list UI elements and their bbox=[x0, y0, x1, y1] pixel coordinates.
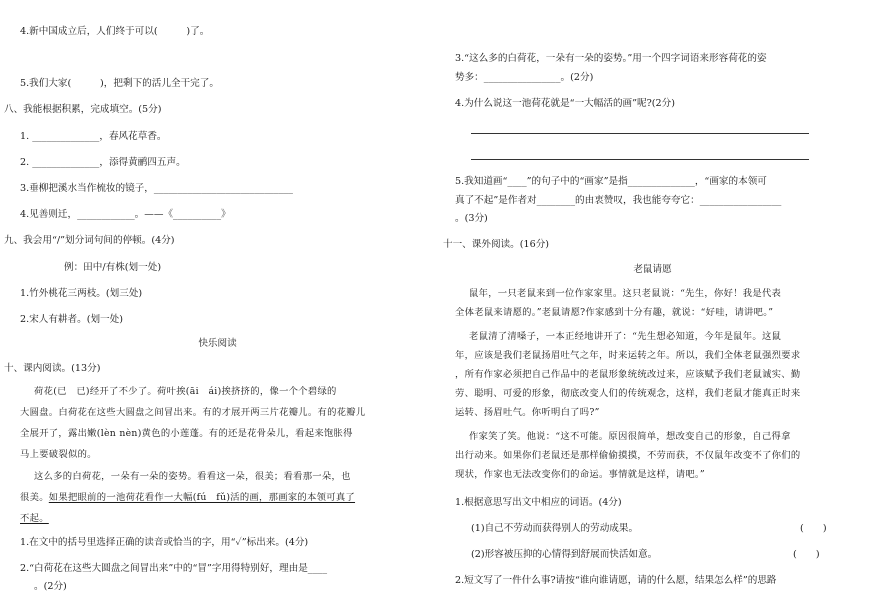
story-line: 老鼠清了清嗓子，一本正经地讲开了：“先生想必知道，今年是鼠年。这鼠 bbox=[469, 331, 782, 342]
q8-item-3: 3.垂柳把溪水当作梳妆的镜子，_____________________________ bbox=[20, 183, 293, 194]
q10-item-5: 5.我知道画“____”的句子中的“画家”是指______________，“画家的本领可 bbox=[455, 176, 767, 187]
answer-parenthesis: ( ) bbox=[800, 523, 827, 534]
q11-item-2: 2.短文写了一件什么事?请按“谁向谁请愿，请的什么愿，结果怎么样”的思路 bbox=[455, 575, 777, 586]
q10-item-1: 1.在文中的括号里选择正确的读音或恰当的字，用“✓”标出来。(4分) bbox=[20, 537, 309, 548]
story-title: 老鼠请愿 bbox=[633, 264, 672, 275]
q8-heading: 八、我能根据积累，完成填空。(5分) bbox=[4, 104, 162, 115]
q10-item-3: 3.“这么多的白荷花，一朵有一朵的姿势。”用一个四字词语来形容荷花的姿 bbox=[455, 53, 767, 64]
story-line: 鼠年，一只老鼠来到一位作家家里。这只老鼠说：“先生，你好！我是代表 bbox=[469, 288, 782, 299]
q11-item-1-sub-1: (1)自己不劳动而获得别人的劳动成果。 bbox=[471, 523, 639, 534]
story-line: 劳、聪明、可爱的形象，彻底改变人们的传统观念，这样，我们老鼠才能真正时来 bbox=[455, 388, 801, 399]
story-line: 运转、扬眉吐气。你听明白了吗?” bbox=[455, 407, 600, 418]
q10-item-3-cont: 势多：________________。(2分) bbox=[455, 72, 594, 83]
q9-example: 例：田中/有株(划一处) bbox=[64, 262, 162, 273]
story-line: ，所有作家必须把自己作品中的老鼠形象统统改过来，应该赋予我们老鼠诚实、勤 bbox=[455, 369, 801, 380]
q11-item-1: 1.根据意思写出文中相应的词语。(4分) bbox=[455, 497, 622, 508]
section-title: 快乐阅读 bbox=[198, 338, 237, 349]
passage-line: 全展开了，露出嫩(lèn nèn)黄色的小莲蓬。有的还是花骨朵儿，看起来饱胀得 bbox=[20, 428, 353, 439]
q10-item-4: 4.为什么说这一池荷花就是“一大幅活的画”呢?(2分) bbox=[455, 98, 675, 109]
story-line: 作家笑了笑。他说：“这不可能。原因很简单，想改变自己的形象，自己得拿 bbox=[469, 431, 791, 442]
story-line: 年，应该是我们老鼠扬眉吐气之年，时来运转之年。所以，我们全体老鼠强烈要求 bbox=[455, 350, 801, 361]
passage-line: 这么多的白荷花，一朵有一朵的姿势。看看这一朵，很美；看看那一朵，也 bbox=[34, 471, 351, 482]
answer-line bbox=[471, 133, 809, 134]
q7-item-4: 4.新中国成立后，人们终于可以( )了。 bbox=[20, 26, 210, 37]
passage-line: 大圆盘。白荷花在这些大圆盘之间冒出来。有的才展开两三片花瓣儿。有的花瓣儿 bbox=[20, 407, 366, 418]
q10-item-5-score: 。(3分) bbox=[455, 213, 488, 224]
q10-item-5-cont: 真了不起”是作者对________的由衷赞叹，我也能夸夸它：_________________ bbox=[455, 195, 782, 206]
answer-parenthesis: ( ) bbox=[793, 549, 820, 560]
q8-item-1: 1. ______________，春风花草香。 bbox=[20, 131, 167, 142]
passage-line: 荷花(已 已)经开了不少了。荷叶挨(āi ái)挨挤挤的，像一个个碧绿的 bbox=[34, 386, 337, 397]
q9-heading: 九、我会用“/”划分词句间的停顿。(4分) bbox=[4, 235, 175, 246]
q11-heading: 十一、课外阅读。(16分) bbox=[443, 239, 550, 250]
passage-line-underlined: 很美。如果把眼前的一池荷花看作一大幅(fú fǔ)活的画，那画家的本领可真了 bbox=[20, 492, 356, 503]
underlined-sentence: 如果把眼前的一池荷花看作一大幅(fú fǔ)活的画，那画家的本领可真了 bbox=[48, 492, 356, 503]
q8-item-4: 4.见善则迁，____________。——《__________》 bbox=[20, 209, 231, 220]
q8-item-2: 2. ______________，添得黄鹂四五声。 bbox=[20, 157, 186, 168]
story-line: 全体老鼠来请愿的。”老鼠请愿?作家感到十分有趣，就说：“好哇，请讲吧。” bbox=[455, 307, 774, 318]
passage-line-underlined: 不起。 bbox=[20, 513, 49, 524]
answer-line bbox=[471, 159, 809, 160]
passage-line: 马上要破裂似的。 bbox=[20, 449, 97, 460]
q7-item-5: 5.我们大家( )，把剩下的活儿全干完了。 bbox=[20, 78, 219, 89]
story-line: 现状，作家也无法改变你们的命运。事情就是这样，请吧。” bbox=[455, 469, 705, 480]
q9-item-1: 1.竹外桃花三两枝。(划三处) bbox=[20, 288, 143, 299]
q11-item-1-sub-2: (2)形容被压抑的心情得到舒展而快活如意。 bbox=[471, 549, 658, 560]
q10-item-2-score: 。(2分) bbox=[34, 581, 67, 592]
story-line: 出行动来。如果你们老鼠还是那样偷偷摸摸，不劳而获，不仅鼠年改变不了你们的 bbox=[455, 450, 801, 461]
q9-item-2: 2.宋人有耕者。(划一处) bbox=[20, 314, 123, 325]
q10-heading: 十、课内阅读。(13分) bbox=[4, 363, 101, 374]
q10-item-2: 2.“白荷花在这些大圆盘之间冒出来”中的“冒”字用得特别好，理由是____ bbox=[20, 563, 327, 574]
